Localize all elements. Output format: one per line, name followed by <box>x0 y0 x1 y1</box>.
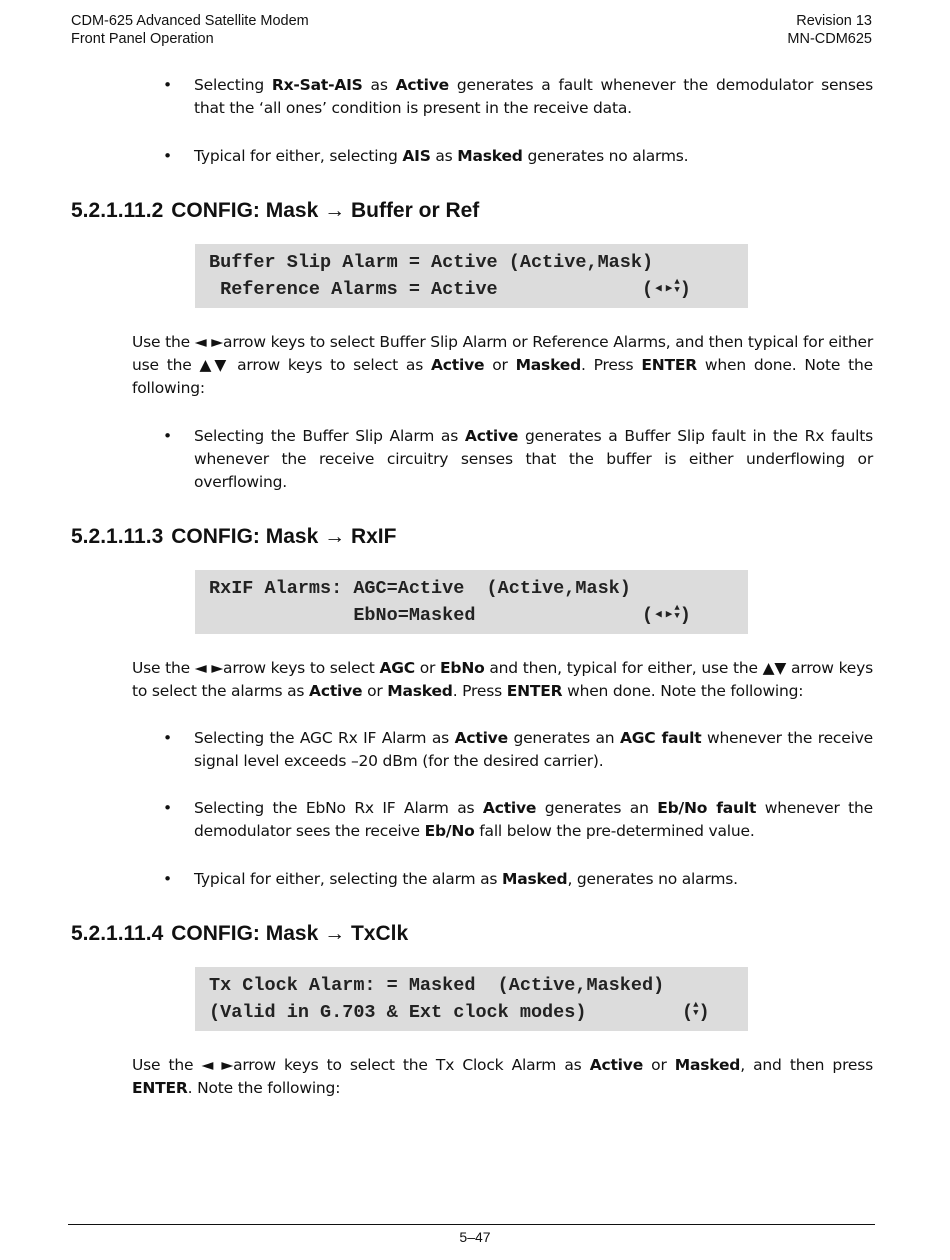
bullet-dot: • <box>163 147 172 165</box>
up-down-arrow-icon: ▲ ▼ <box>693 1000 699 1018</box>
lcd-row-1: RxIF Alarms: AGC=Active (Active,Mask) <box>209 578 631 599</box>
up-down-arrow-icon: ▲ ▼ <box>674 603 680 621</box>
bullet-dot: • <box>163 729 172 747</box>
lcd-row-1: Buffer Slip Alarm = Active (Active,Mask) <box>209 252 654 273</box>
lcd-key-hint: (▲ ▼) <box>682 1000 710 1023</box>
paragraph-txclk-instructions: Use the ◄ ►arrow keys to select the Tx Clock Alarm as Active or Masked, and then press ENTER. Note the following: <box>132 1056 873 1097</box>
bullet-masked-no-alarms: • Typical for either, selecting the alarm as Masked, generates no alarms. <box>163 868 873 891</box>
bullet-buffer-slip: • Selecting the Buffer Slip Alarm as Active generates a Buffer Slip fault in the Rx faults whenever the receive circuitry senses that the buffer is either underflowing or overflowing. <box>163 427 873 491</box>
lcd-display-rxif <box>195 570 748 634</box>
lcd-display-txclk <box>195 967 748 1031</box>
section-title: CONFIG: Mask → Buffer or Ref <box>171 199 480 222</box>
bullet-dot: • <box>163 870 172 888</box>
section-number: 5.2.1.11.3 <box>71 525 164 548</box>
left-arrow-icon: ◀ <box>655 609 662 621</box>
header-chapter-title: Front Panel Operation <box>71 31 214 47</box>
section-number: 5.2.1.11.2 <box>71 199 164 222</box>
section-heading-rxif <box>71 524 396 550</box>
left-arrow-icon: ◀ <box>655 283 662 295</box>
up-down-arrow-icon: ▲ ▼ <box>674 277 680 295</box>
bullet-dot: • <box>163 427 172 445</box>
paragraph-buffer-ref-instructions: Use the ◄ ►arrow keys to select Buffer Slip Alarm or Reference Alarms, and then typical for either use the ▲▼ arrow keys to select as Active or Masked. Press ENTER when done. Note the following: <box>132 333 873 397</box>
lcd-row-2: EbNo=Masked <box>209 605 476 626</box>
bullet-rx-sat-ais: • Selecting Rx-Sat-AIS as Active generates a fault whenever the demodulator senses that the ‘all ones’ condition is present in the receive data. <box>163 76 873 117</box>
lcd-row-2: (Valid in G.703 & Ext clock modes) <box>209 1002 587 1023</box>
bullet-ebno-alarm: • Selecting the EbNo Rx IF Alarm as Active generates an Eb/No fault whenever the demodulator sees the receive Eb/No fall below the pre-determined value. <box>163 799 873 840</box>
right-arrow-icon: ▶ <box>665 609 673 621</box>
bullet-agc-alarm: • Selecting the AGC Rx IF Alarm as Active generates an AGC fault whenever the receive signal level exceeds –20 dBm (for the desired carrier). <box>163 729 873 770</box>
header-revision: Revision 13 <box>796 13 872 29</box>
section-title: CONFIG: Mask → TxClk <box>171 922 409 945</box>
page-header-right <box>787 12 872 48</box>
section-heading-txclk <box>71 921 408 947</box>
paragraph-rxif-instructions: Use the ◄ ►arrow keys to select AGC or EbNo and then, typical for either, use the ▲▼ arrow keys to select the alarms as Active or Masked. Press ENTER when done. Note the following: <box>132 659 873 700</box>
bullet-ais-masked: • Typical for either, selecting AIS as Masked generates no alarms. <box>163 145 873 168</box>
header-product-title: CDM-625 Advanced Satellite Modem <box>71 13 309 29</box>
lcd-row-2: Reference Alarms = Active <box>209 279 498 300</box>
bullet-dot: • <box>163 76 172 94</box>
lcd-display-buffer-ref <box>195 244 748 308</box>
page-header-left <box>71 12 309 48</box>
lcd-key-hint: ( ◀ ▶▲ ▼) <box>642 603 691 626</box>
lcd-row-1: Tx Clock Alarm: = Masked (Active,Masked) <box>209 975 665 996</box>
section-title: CONFIG: Mask → RxIF <box>171 525 397 548</box>
page-number: 5–47 <box>459 1229 491 1245</box>
footer-divider <box>68 1224 875 1225</box>
bullet-dot: • <box>163 799 172 817</box>
right-arrow-icon: ▶ <box>665 283 673 295</box>
lcd-key-hint: ( ◀ ▶▲ ▼) <box>642 277 691 300</box>
header-doc-number: MN-CDM625 <box>787 31 872 47</box>
section-number: 5.2.1.11.4 <box>71 922 164 945</box>
section-heading-buffer-ref <box>71 198 479 224</box>
